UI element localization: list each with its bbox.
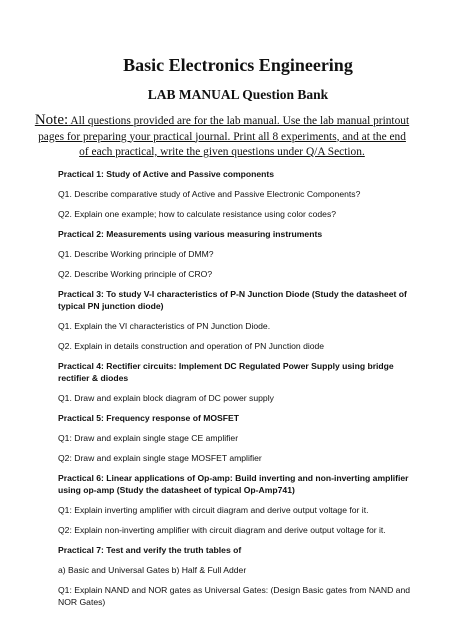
practical-heading: Practical 6: Linear applications of Op-amp: Build inverting and non-inverting amplifier using op-amp (Study the datasheet of typical Op-Amp741): [58, 472, 409, 495]
document-subtitle: LAB MANUAL Question Bank: [147, 87, 329, 102]
question-item: Q1. Describe Working principle of DMM?: [58, 248, 214, 259]
question-item: a) Basic and Universal Gates b) Half & Full Adder: [58, 564, 247, 575]
practical-heading: Practical 1: Study of Active and Passive components: [58, 168, 275, 179]
question-item: Q1: Draw and explain single stage CE amplifier: [58, 432, 239, 443]
question-item: Q1: Explain inverting amplifier with circuit diagram and derive output voltage for it.: [58, 504, 369, 515]
question-bank-list: [58, 168, 438, 608]
question-item: Q2: Draw and explain single stage MOSFET amplifier: [58, 452, 262, 463]
practical-heading: Practical 7: Test and verify the truth tables of: [58, 544, 242, 555]
practical-heading: Practical 2: Measurements using various measuring instruments: [58, 228, 323, 239]
question-item: Q2. Explain in details construction and operation of PN Junction diode: [58, 340, 325, 351]
question-item: Q1. Explain the VI characteristics of PN Junction Diode.: [58, 320, 271, 331]
practical-heading: Practical 3: To study V-I characteristics of P-N Junction Diode (Study the datasheet of typical PN junction diode): [58, 288, 407, 311]
practical-heading: Practical 5: Frequency response of MOSFET: [58, 412, 239, 423]
question-item: Q1. Draw and explain block diagram of DC power supply: [58, 392, 274, 403]
document-title: Basic Electronics Engineering: [123, 55, 353, 75]
question-item: Q1. Describe comparative study of Active and Passive Electronic Components?: [58, 188, 361, 199]
note-text: All questions provided are for the lab manual. Use the lab manual printout pages for preparing your practical journal. Print all 8 experiments, and at the end of each practical, write the given questions under Q/A Section.: [38, 115, 410, 158]
note-paragraph: [32, 113, 412, 161]
question-item: Q2. Explain one example; how to calculate resistance using color codes?: [58, 208, 337, 219]
question-item: Q2: Explain non-inverting amplifier with circuit diagram and derive output voltage for it.: [58, 524, 386, 535]
question-item: Q1: Explain NAND and NOR gates as Universal Gates: (Design Basic gates from NAND and NOR Gates): [58, 584, 411, 607]
note-label: Note:: [34, 112, 69, 128]
practical-heading: Practical 4: Rectifier circuits: Implement DC Regulated Power Supply using bridge rectifier & diodes: [58, 360, 394, 383]
question-item: Q2. Describe Working principle of CRO?: [58, 268, 213, 279]
